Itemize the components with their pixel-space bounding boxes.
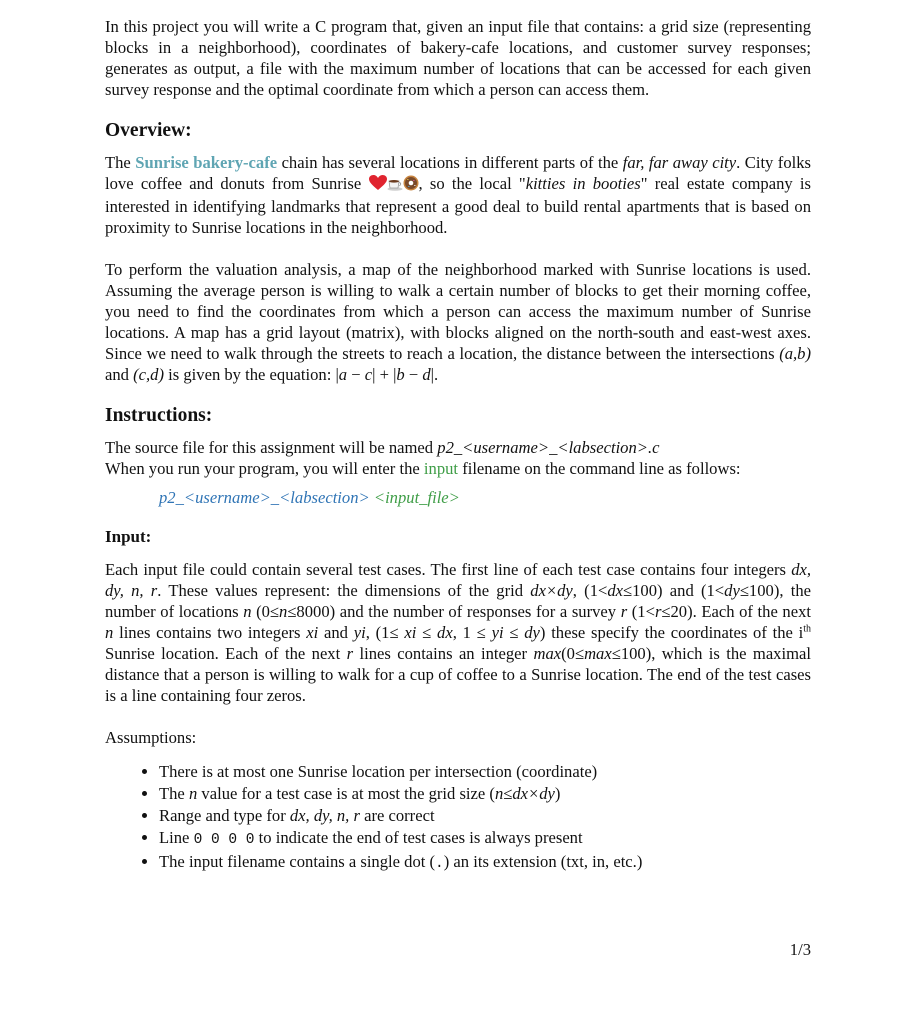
overview-heading: Overview:: [105, 120, 192, 141]
source-filename: p2_<username>_<labsection>.c: [437, 438, 660, 457]
list-item: • There is at most one Sunrise location per intersection (coordinate): [159, 761, 811, 783]
list-item: • Range and type for dx, dy, n, r are correct: [159, 805, 811, 827]
command-program: p2_<username>_<labsection>: [159, 488, 370, 507]
document-page: [105, 16, 811, 875]
input-heading: Input:: [105, 527, 152, 546]
instructions-heading: Instructions:: [105, 405, 213, 426]
overview-paragraph-1: The Sunrise bakery-cafe chain has several locations in different parts of the far, far away city. City folks love coffee and donuts from Sunrise , so the local "kitties in booties" real estate company is interested in identifying landmarks that represent a good deal to build rental apartments that is based on proximity to Sunrise locations in the neighborhood.: [105, 153, 811, 237]
coffee-icon: [387, 175, 403, 196]
command-line-example: [159, 487, 811, 508]
heart-icon: [369, 175, 387, 196]
page-number: 1/3: [789, 940, 811, 959]
brand-name: Sunrise bakery-cafe: [135, 153, 278, 172]
intro-paragraph: In this project you will write a C program that, given an input file that contains: a grid size (representing blocks in a neighborhood), coordinates of bakery-cafe locations, and customer survey responses; generates as output, a file with the maximum number of locations that can be accessed for each given survey response and the optimal coordinate from which a person can access them.: [105, 17, 811, 99]
list-item: • The n value for a test case is at most the grid size (n≤dx×dy): [159, 783, 811, 805]
assumptions-label: Assumptions:: [105, 728, 197, 747]
overview-paragraph-2: To perform the valuation analysis, a map of the neighborhood marked with Sunrise locations is used. Assuming the average person is willing to walk a certain number of blocks to get their morning coffee, you need to find the coordinates from which a person can access the maximum number of Sunrise locations. A map has a grid layout (matrix), with blocks aligned on the north-south and east-west axes. Since we need to walk through the streets to reach a location, the distance between the intersections (a,b) and (c,d) is given by the equation: |a − c| + |b − d|.: [105, 260, 811, 384]
input-paragraph: Each input file could contain several test cases. The first line of each test case contains four integers dx, dy, n, r. These values represent: the dimensions of the grid dx×dy, (1<dx≤100) and (1<dy≤100), the number of locations n (0≤n≤8000) and the number of responses for a survey r (1<r≤20). Each of the next n lines contains two integers xi and yi, (1≤ xi ≤ dx, 1 ≤ yi ≤ dy) these specify the coordinates of the $i^{th}$ Sunrise location. Each of the next r lines contains an integer max(0≤max≤100), which is the maximal distance that a person is willing to walk for a cup of coffee to a Sunrise location. The end of the test cases is a line containing four zeros.: [105, 560, 812, 705]
list-item: • The input filename contains a single dot (.) an its extension (txt, in, etc.): [159, 851, 811, 875]
command-argument: <input_file>: [373, 488, 460, 507]
assumptions-list: [105, 761, 811, 875]
instructions-line-2: When you run your program, you will enter the input filename on the command line as follows:: [105, 459, 741, 478]
instructions-line-1: The source file for this assignment will be named p2_<username>_<labsection>.c: [105, 438, 660, 457]
list-item: • Line 0 0 0 0 to indicate the end of test cases is always present: [159, 827, 811, 851]
donut-icon: [403, 175, 419, 196]
